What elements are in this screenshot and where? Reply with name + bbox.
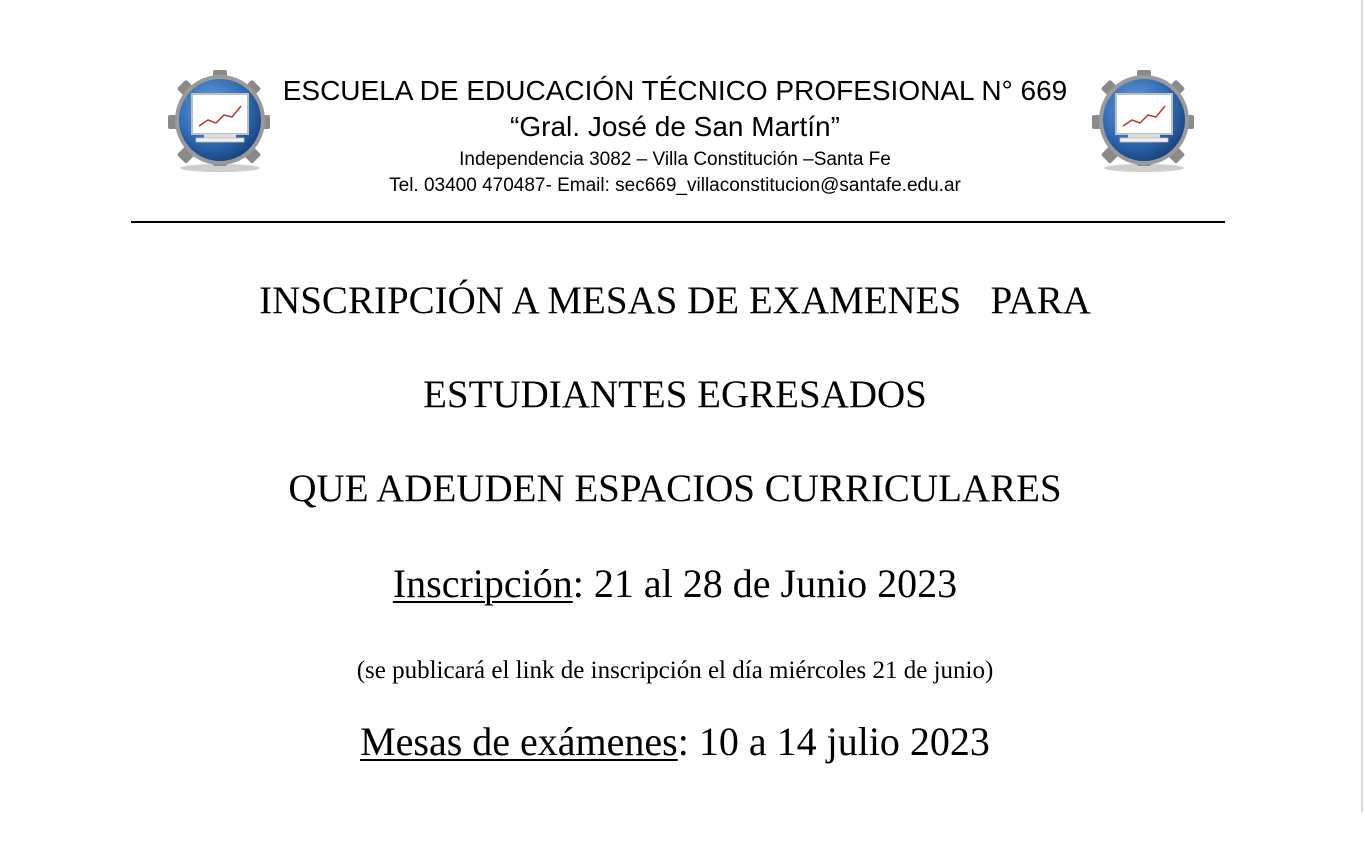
school-title: ESCUELA DE EDUCACIÓN TÉCNICO PROFESIONAL N° 669: [282, 75, 1068, 106]
school-name: “Gral. José de San Martín”: [510, 111, 840, 142]
notice-title-line3: QUE ADEUDEN ESPACIOS CURRICULARES: [288, 467, 1062, 510]
inscription-dates: [100, 560, 1250, 608]
page-edge: [1361, 0, 1363, 812]
inscription-label: Inscripción: [392, 561, 573, 606]
inscription-value: : 21 al 28 de Junio 2023: [572, 561, 958, 606]
inscription-note: (se publicará el link de inscripción el día miércoles 21 de junio): [356, 657, 994, 684]
school-address: Independencia 3082 – Villa Constitución –Santa Fe: [459, 149, 891, 170]
header-divider: [131, 221, 1225, 223]
notice-title-line2: ESTUDIANTES EGRESADOS: [423, 373, 927, 416]
exam-label: Mesas de exámenes: [360, 719, 678, 764]
exam-dates: [100, 718, 1250, 766]
exam-value: : 10 a 14 julio 2023: [677, 719, 990, 764]
school-contact: Tel. 03400 470487- Email: sec669_villaconstitucion@santafe.edu.ar: [389, 175, 961, 196]
notice-title-line1: INSCRIPCIÓN A MESAS DE EXAMENES PARA: [259, 279, 1091, 322]
